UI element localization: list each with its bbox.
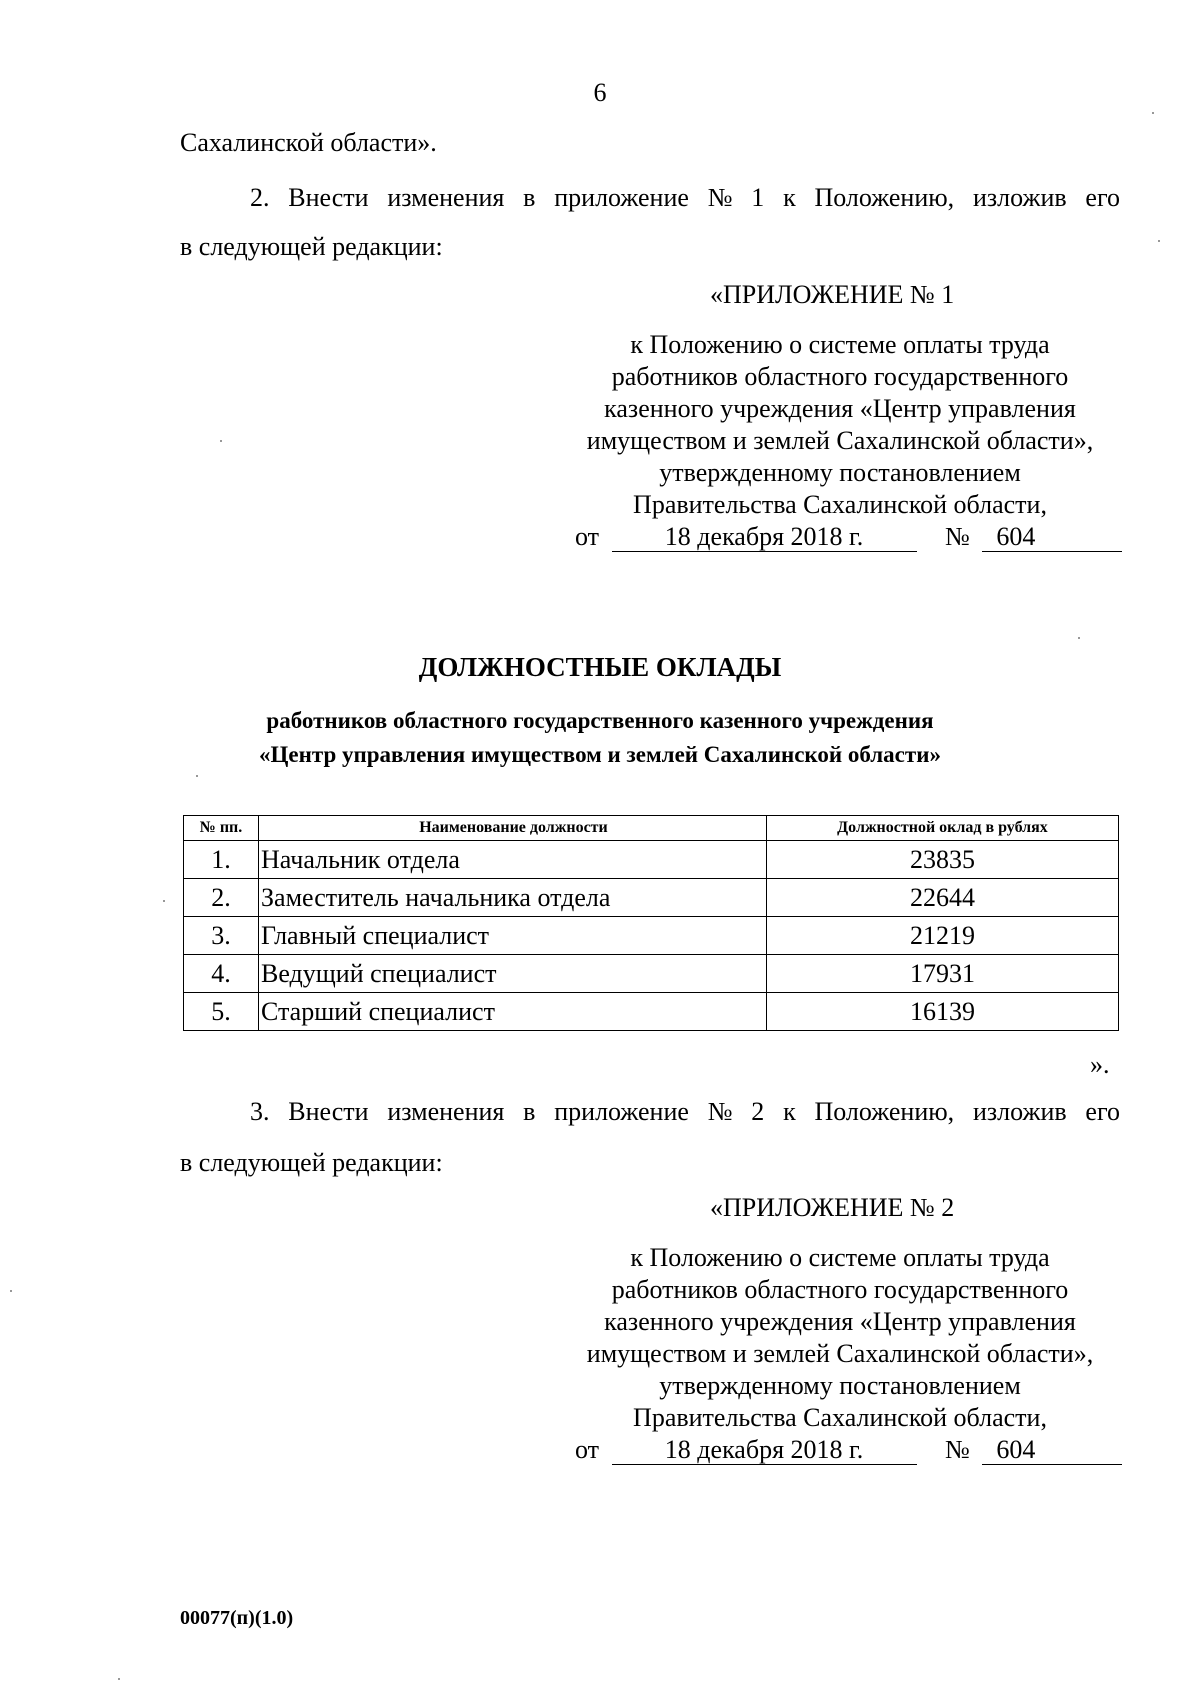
word: в xyxy=(523,1097,536,1126)
header-num: № пп. xyxy=(184,816,259,841)
appendix1-line: Правительства Сахалинской области, xyxy=(633,490,1047,519)
appendix2-line: Правительства Сахалинской области, xyxy=(633,1403,1047,1432)
appendix1-date: 18 декабря 2018 г. xyxy=(612,523,917,552)
table-row xyxy=(184,917,1119,955)
document-heading: ДОЛЖНОСТНЫЕ ОКЛАДЫ xyxy=(418,652,782,682)
table-row xyxy=(184,955,1119,993)
table-row xyxy=(184,879,1119,917)
word: № xyxy=(707,183,733,212)
word: изложив xyxy=(972,1097,1067,1126)
item2-second-line: в следующей редакции: xyxy=(180,232,443,261)
word: изложив xyxy=(972,183,1067,212)
table-closing-quote: ». xyxy=(1090,1050,1110,1079)
item2-first-line xyxy=(250,183,1120,213)
row-num: 4. xyxy=(184,955,259,993)
appendix1-line: казенного учреждения «Центр управления xyxy=(604,394,1076,423)
from-label: от xyxy=(575,1435,600,1464)
row-position: Старший специалист xyxy=(259,993,767,1031)
item3-first-line xyxy=(250,1097,1120,1127)
item3-second-line: в следующей редакции: xyxy=(180,1148,443,1177)
scan-speck xyxy=(118,1678,120,1680)
number-label: № xyxy=(945,1435,970,1464)
scan-speck xyxy=(10,1290,12,1292)
appendix1-reference xyxy=(560,329,1120,521)
word: Внести xyxy=(288,1097,369,1126)
scan-speck xyxy=(1158,240,1160,242)
appendix2-reference xyxy=(560,1242,1120,1434)
row-num: 1. xyxy=(184,841,259,879)
table-row xyxy=(184,993,1119,1031)
word: 1 xyxy=(751,183,765,212)
scan-speck xyxy=(163,900,165,902)
row-salary: 17931 xyxy=(767,955,1119,993)
row-salary: 21219 xyxy=(767,917,1119,955)
row-num: 2. xyxy=(184,879,259,917)
row-position: Главный специалист xyxy=(259,917,767,955)
row-num: 3. xyxy=(184,917,259,955)
appendix1-line: имуществом и землей Сахалинской области», xyxy=(586,426,1094,455)
row-salary: 22644 xyxy=(767,879,1119,917)
word: в xyxy=(523,183,536,212)
word: приложение xyxy=(554,1097,689,1126)
appendix2-line: работников областного государственного xyxy=(611,1275,1069,1304)
header-position: Наименование должности xyxy=(259,816,767,841)
scan-speck xyxy=(196,775,198,777)
appendix1-line: к Положению о системе оплаты труда xyxy=(630,330,1050,359)
salary-table xyxy=(183,815,1119,1031)
word: приложение xyxy=(554,183,689,212)
word: Положению, xyxy=(814,1097,955,1126)
word: его xyxy=(1085,183,1120,212)
heading-subtitle-line1: работников областного государственного казенного учреждения xyxy=(266,708,934,733)
page-number: 6 xyxy=(593,78,607,107)
table-row xyxy=(184,841,1119,879)
word: 3. xyxy=(250,1097,270,1126)
word: Внести xyxy=(288,183,369,212)
word: к xyxy=(783,1097,796,1126)
appendix1-number: 604 xyxy=(982,523,1122,552)
heading-subtitle-line2: «Центр управления имуществом и землей Сахалинской области» xyxy=(259,742,941,767)
row-salary: 23835 xyxy=(767,841,1119,879)
word: его xyxy=(1085,1097,1120,1126)
word: 2. xyxy=(250,183,270,212)
row-salary: 16139 xyxy=(767,993,1119,1031)
appendix2-line: к Положению о системе оплаты труда xyxy=(630,1243,1050,1272)
scan-speck xyxy=(1078,637,1080,639)
word: 2 xyxy=(751,1097,765,1126)
word: изменения xyxy=(387,1097,505,1126)
scan-speck xyxy=(220,440,222,442)
row-position: Начальник отдела xyxy=(259,841,767,879)
appendix2-date: 18 декабря 2018 г. xyxy=(612,1436,917,1465)
appendix2-line: утвержденному постановлением xyxy=(659,1371,1021,1400)
word: № xyxy=(707,1097,733,1126)
appendix1-line: работников областного государственного xyxy=(611,362,1069,391)
appendix2-line: казенного учреждения «Центр управления xyxy=(604,1307,1076,1336)
word: изменения xyxy=(387,183,505,212)
word: к xyxy=(783,183,796,212)
appendix2-title: «ПРИЛОЖЕНИЕ № 2 xyxy=(710,1193,955,1222)
continuation-text: Сахалинской области». xyxy=(180,128,437,157)
appendix1-line: утвержденному постановлением xyxy=(659,458,1021,487)
row-num: 5. xyxy=(184,993,259,1031)
appendix2-line: имуществом и землей Сахалинской области», xyxy=(586,1339,1094,1368)
appendix2-date-line xyxy=(575,1435,1122,1465)
document-code: 00077(п)(1.0) xyxy=(180,1607,294,1629)
row-position: Ведущий специалист xyxy=(259,955,767,993)
scan-speck xyxy=(1152,112,1154,114)
from-label: от xyxy=(575,522,600,551)
number-label: № xyxy=(945,522,970,551)
table-header-row xyxy=(184,816,1119,841)
row-position: Заместитель начальника отдела xyxy=(259,879,767,917)
header-salary: Должностной оклад в рублях xyxy=(767,816,1119,841)
appendix1-date-line xyxy=(575,522,1122,552)
word: Положению, xyxy=(814,183,955,212)
appendix2-number: 604 xyxy=(982,1436,1122,1465)
appendix1-title: «ПРИЛОЖЕНИЕ № 1 xyxy=(710,280,955,309)
